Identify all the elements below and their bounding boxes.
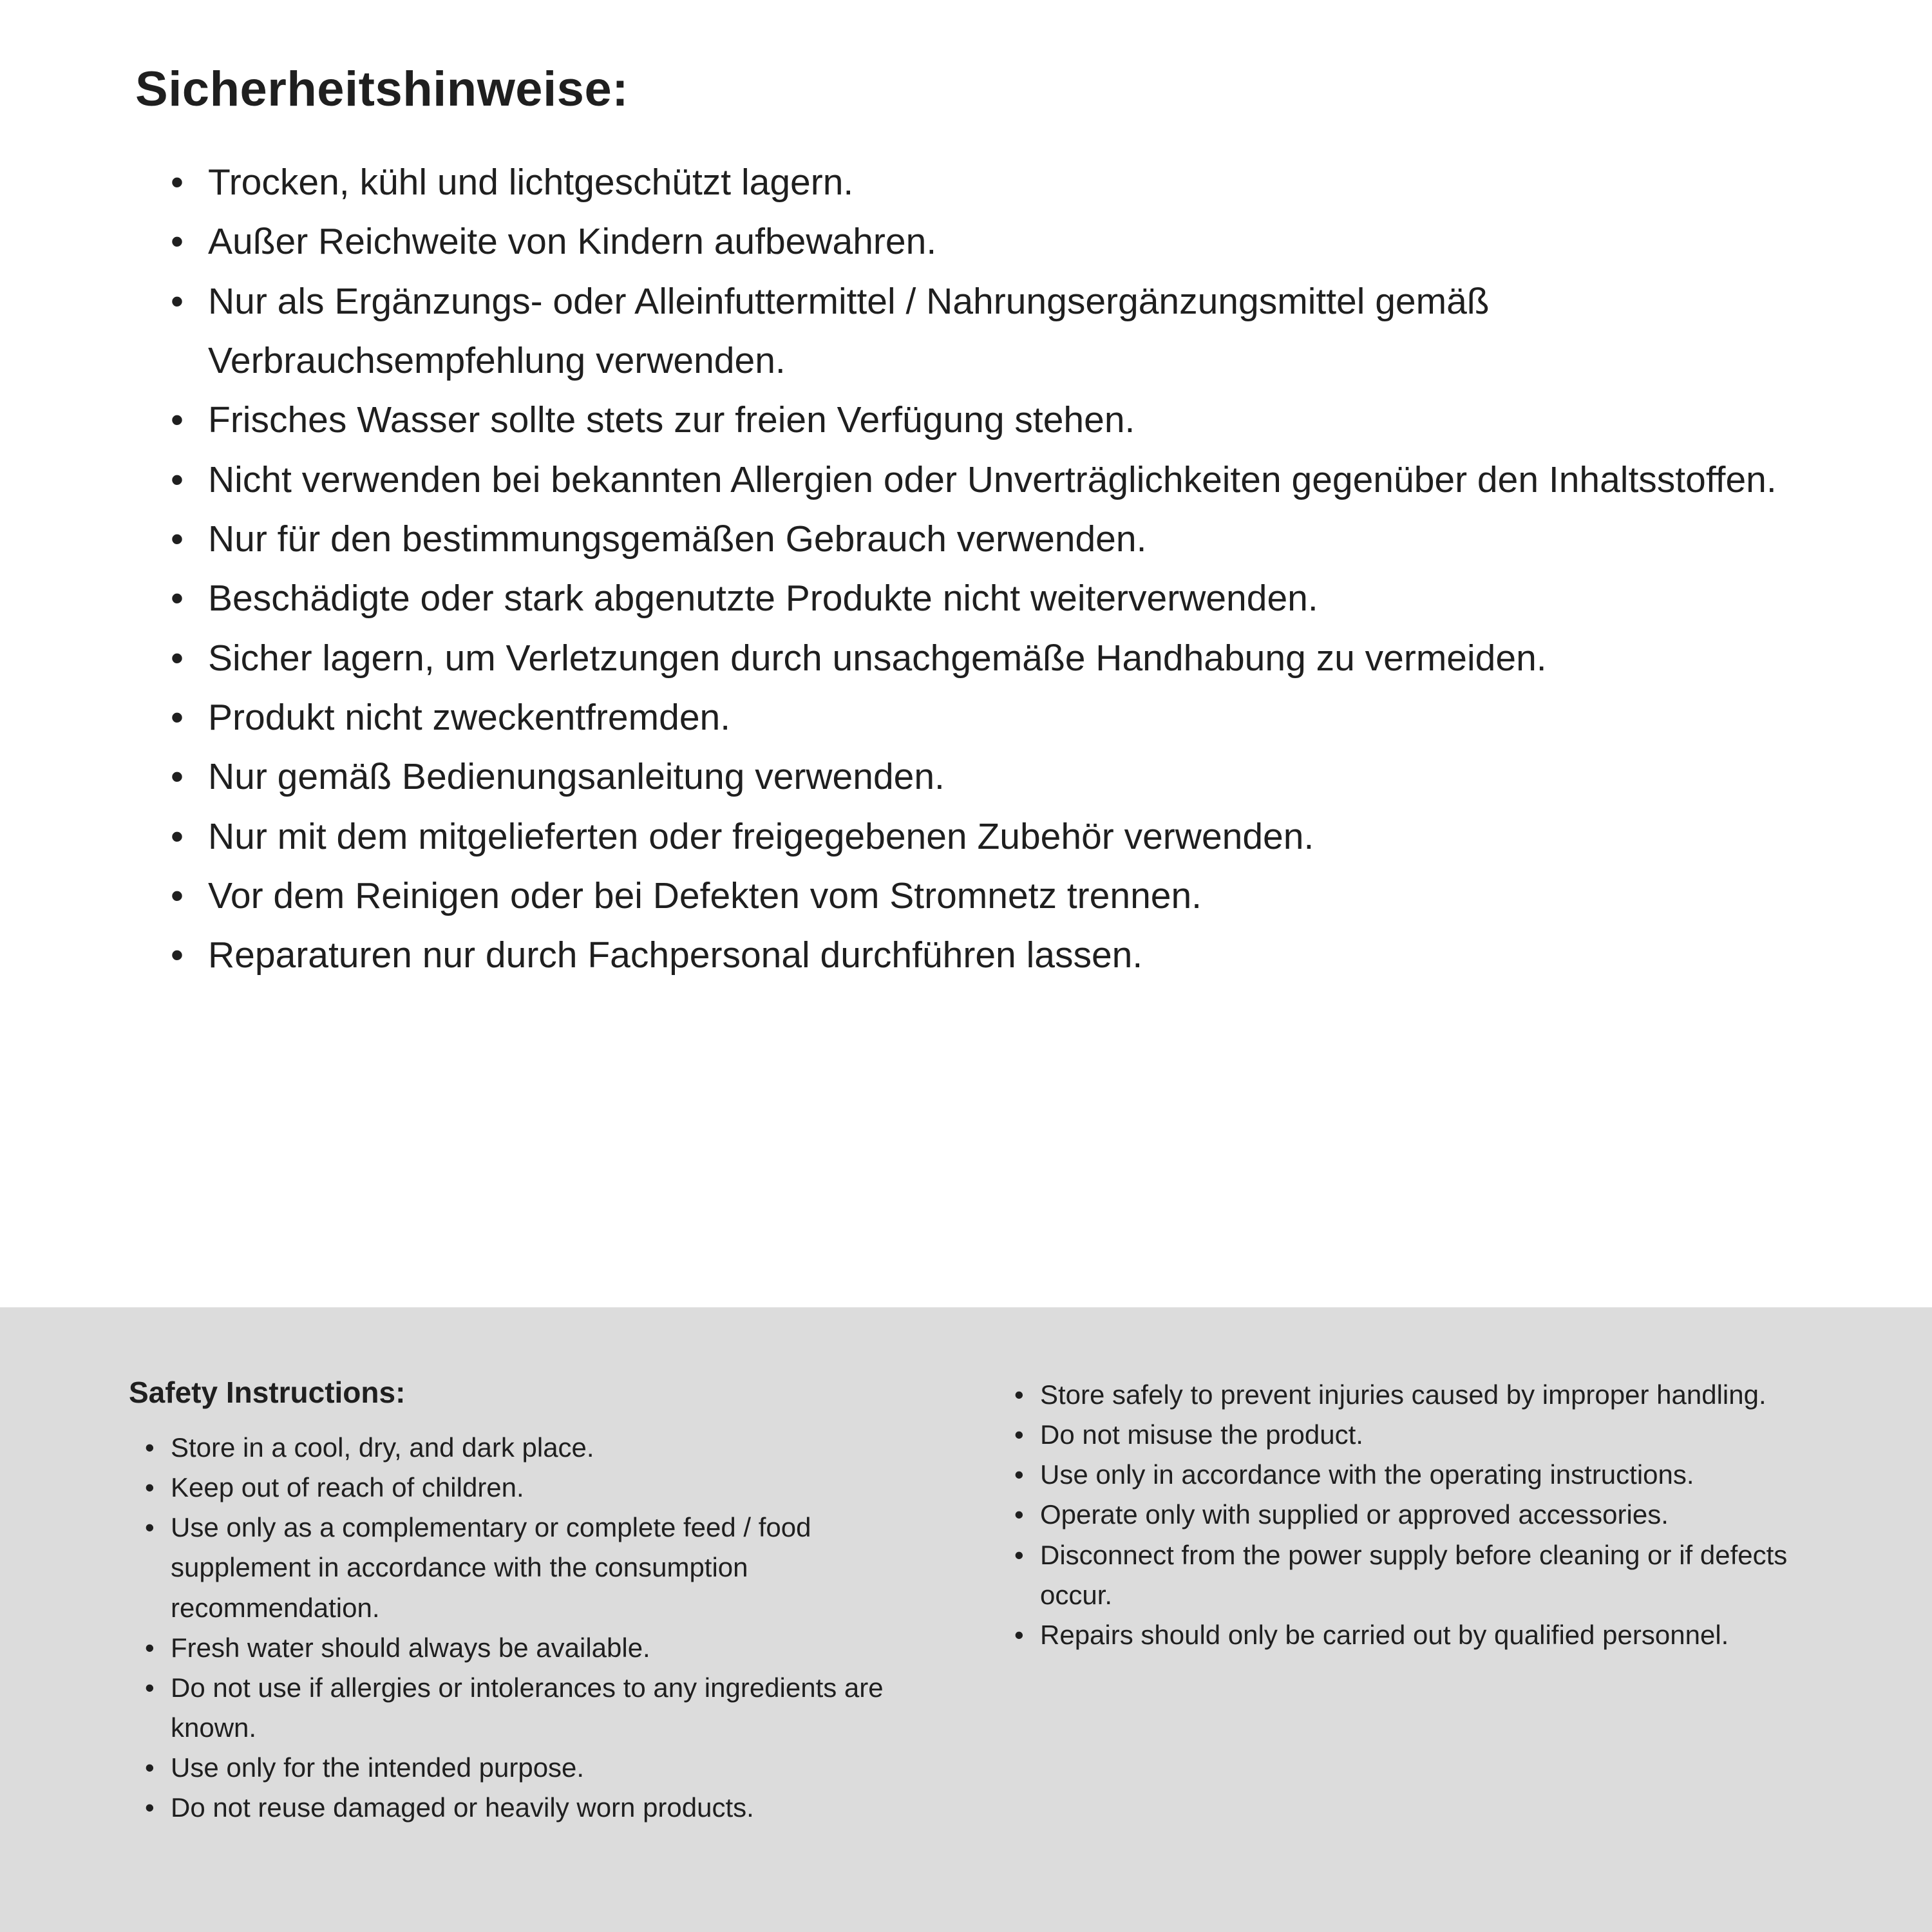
bullet-marker: • xyxy=(171,875,184,916)
bullet-marker: • xyxy=(1014,1619,1024,1650)
list-item-text: Nur gemäß Bedienungsanleitung verwenden. xyxy=(208,756,945,798)
bullet-marker: • xyxy=(145,1512,155,1543)
list-item xyxy=(1014,1495,1823,1535)
bullet-marker: • xyxy=(145,1672,155,1703)
english-safety-list-right xyxy=(1014,1375,1823,1655)
bullet-marker: • xyxy=(171,637,184,679)
list-item-text: Store safely to prevent injuries caused by improper handling. xyxy=(1040,1379,1766,1410)
bullet-marker: • xyxy=(145,1432,155,1463)
list-item-text: Store in a cool, dry, and dark place. xyxy=(171,1432,594,1463)
list-item xyxy=(145,1748,937,1788)
list-item-text: Repairs should only be carried out by qualified personnel. xyxy=(1040,1619,1729,1650)
list-item xyxy=(171,925,1816,985)
bullet-marker: • xyxy=(171,756,184,798)
list-item xyxy=(171,212,1816,271)
list-item-text: Operate only with supplied or approved accessories. xyxy=(1040,1499,1669,1530)
list-item-text: Sicher lagern, um Verletzungen durch unsachgemäße Handhabung zu vermeiden. xyxy=(208,637,1547,679)
list-item-text: Produkt nicht zweckentfremden. xyxy=(208,696,731,738)
list-item xyxy=(1014,1615,1823,1655)
bullet-marker: • xyxy=(1014,1499,1024,1530)
list-item-text: Do not reuse damaged or heavily worn products. xyxy=(171,1792,754,1823)
german-section-title: Sicherheitshinweise: xyxy=(135,62,629,117)
list-item-text: Nicht verwenden bei bekannten Allergien oder Unverträglichkeiten gegenüber den Inhaltsstoffen. xyxy=(208,459,1777,500)
list-item xyxy=(171,866,1816,925)
bullet-marker: • xyxy=(171,934,184,976)
english-section-title: Safety Instructions: xyxy=(129,1376,406,1409)
list-item xyxy=(145,1508,937,1627)
list-item xyxy=(145,1628,937,1668)
list-item-text: Do not misuse the product. xyxy=(1040,1419,1363,1450)
bullet-marker: • xyxy=(1014,1539,1024,1570)
list-item xyxy=(1014,1455,1823,1495)
list-item-text: Nur für den bestimmungsgemäßen Gebrauch verwenden. xyxy=(208,518,1147,560)
list-item-text: Außer Reichweite von Kindern aufbewahren. xyxy=(208,221,937,263)
list-item-text: Use only in accordance with the operating instructions. xyxy=(1040,1459,1694,1490)
bullet-marker: • xyxy=(171,162,184,203)
list-item-text: Fresh water should always be available. xyxy=(171,1632,650,1663)
list-item-text: Beschädigte oder stark abgenutzte Produkte nicht weiterverwenden. xyxy=(208,578,1318,620)
bullet-marker: • xyxy=(171,280,184,322)
bullet-marker: • xyxy=(145,1472,155,1503)
list-item xyxy=(171,569,1816,628)
bullet-marker: • xyxy=(1014,1419,1024,1450)
list-item xyxy=(145,1668,937,1748)
bullet-marker: • xyxy=(171,221,184,263)
list-item-text: Use only for the intended purpose. xyxy=(171,1752,585,1783)
list-item xyxy=(171,272,1816,391)
list-item xyxy=(171,509,1816,569)
english-right-column xyxy=(1014,1375,1823,1893)
list-item xyxy=(171,450,1816,509)
list-item-text: Use only as a complementary or complete feed / food supplement in accordance with the consumption recommendation. xyxy=(171,1512,811,1623)
english-safety-section xyxy=(0,1307,1932,1932)
list-item xyxy=(145,1428,937,1468)
list-item-text: Disconnect from the power supply before cleaning or if defects occur. xyxy=(1040,1539,1788,1610)
bullet-marker: • xyxy=(1014,1459,1024,1490)
list-item xyxy=(171,747,1816,806)
bullet-marker: • xyxy=(171,459,184,500)
list-item xyxy=(1014,1535,1823,1615)
list-item xyxy=(1014,1375,1823,1415)
list-item xyxy=(1014,1415,1823,1455)
list-item xyxy=(171,688,1816,747)
bullet-marker: • xyxy=(171,696,184,738)
list-item xyxy=(145,1468,937,1508)
bullet-marker: • xyxy=(171,815,184,857)
bullet-marker: • xyxy=(145,1752,155,1783)
list-item-text: Nur mit dem mitgelieferten oder freigegebenen Zubehör verwenden. xyxy=(208,815,1314,857)
english-safety-list-left xyxy=(129,1428,937,1828)
bullet-marker: • xyxy=(171,399,184,441)
list-item-text: Reparaturen nur durch Fachpersonal durchführen lassen. xyxy=(208,934,1143,976)
list-item-text: Trocken, kühl und lichtgeschützt lagern. xyxy=(208,162,854,203)
bullet-marker: • xyxy=(171,578,184,620)
list-item xyxy=(171,807,1816,866)
german-safety-list xyxy=(135,153,1816,985)
list-item-text: Do not use if allergies or intolerances to any ingredients are known. xyxy=(171,1672,884,1743)
list-item-text: Vor dem Reinigen oder bei Defekten vom Stromnetz trennen. xyxy=(208,875,1202,916)
bullet-marker: • xyxy=(145,1632,155,1663)
bullet-marker: • xyxy=(145,1792,155,1823)
list-item xyxy=(171,153,1816,212)
bullet-marker: • xyxy=(1014,1379,1024,1410)
english-left-column xyxy=(129,1375,937,1893)
bullet-marker: • xyxy=(171,518,184,560)
list-item xyxy=(171,390,1816,450)
list-item xyxy=(171,629,1816,688)
list-item-text: Frisches Wasser sollte stets zur freien Verfügung stehen. xyxy=(208,399,1135,441)
list-item xyxy=(145,1788,937,1828)
list-item-text: Nur als Ergänzungs- oder Alleinfuttermittel / Nahrungsergänzungsmittel gemäß Verbrauchsempfehlung verwenden. xyxy=(208,280,1490,381)
list-item-text: Keep out of reach of children. xyxy=(171,1472,524,1503)
